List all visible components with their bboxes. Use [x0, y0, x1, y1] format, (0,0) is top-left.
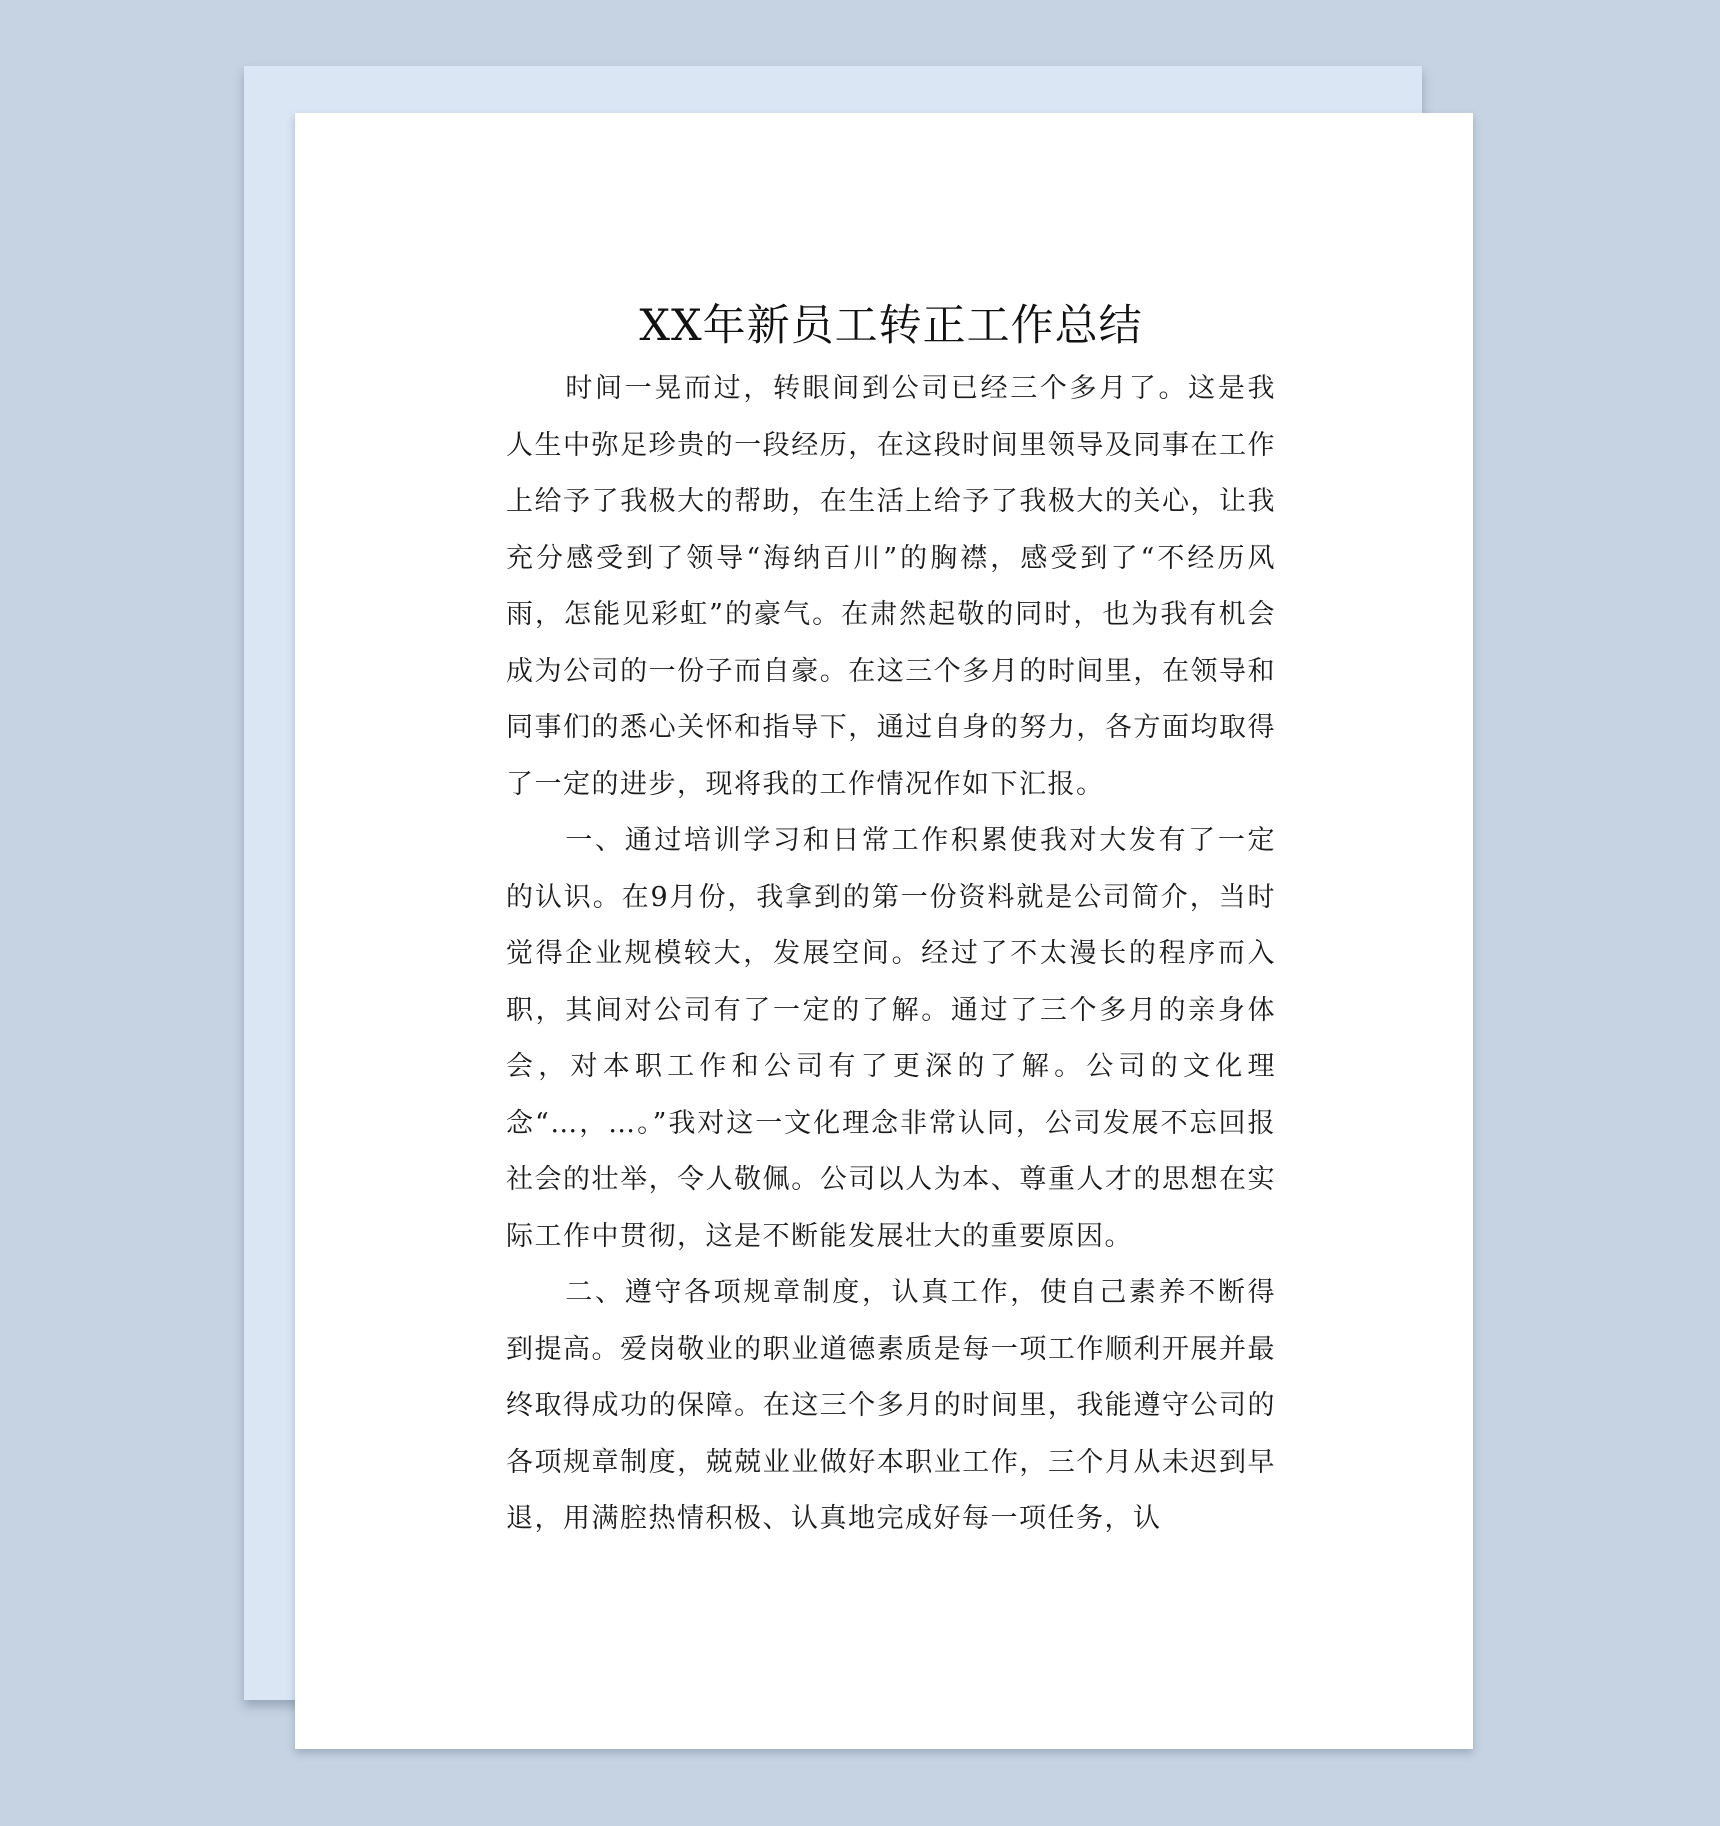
paragraph-intro: 时间一晃而过，转眼间到公司已经三个多月了。这是我人生中弥足珍贵的一段经历，在这段时间里领导及同事在工作上给予了我极大的帮助，在生活上给予了我极大的关心，让我充分感受到了领导“海纳百川”的胸襟，感受到了“不经历风雨，怎能见彩虹”的豪气。在肃然起敬的同时，也为我有机会成为公司的一份子而自豪。在这三个多月的时间里，在领导和同事们的悉心关怀和指导下，通过自身的努力，各方面均取得了一定的进步，现将我的工作情况作如下汇报。 [506, 373, 1276, 800]
document-body [506, 296, 1276, 1548]
document-title: XX年新员工转正工作总结 [639, 301, 1143, 351]
paragraph-section-one: 一、通过培训学习和日常工作积累使我对大发有了一定的认识。在9月份，我拿到的第一份资料就是公司简介，当时觉得企业规模较大，发展空间。经过了不太漫长的程序而入职，其间对公司有了一定的了解。通过了三个多月的亲身体会，对本职工作和公司有了更深的了解。公司的文化理念“…，…。”我对这一文化理念非常认同，公司发展不忘回报社会的壮举，令人敬佩。公司以人为本、尊重人才的思想在实际工作中贯彻，这是不断能发展壮大的重要原因。 [506, 825, 1276, 1252]
document-page [295, 113, 1473, 1749]
paragraph-section-two: 二、遵守各项规章制度，认真工作，使自己素养不断得到提高。爱岗敬业的职业道德素质是每一项工作顺利开展并最终取得成功的保障。在这三个多月的时间里，我能遵守公司的各项规章制度，兢兢业业做好本职业工作，三个月从未迟到早退，用满腔热情积极、认真地完成好每一项任务，认 [506, 1277, 1276, 1534]
